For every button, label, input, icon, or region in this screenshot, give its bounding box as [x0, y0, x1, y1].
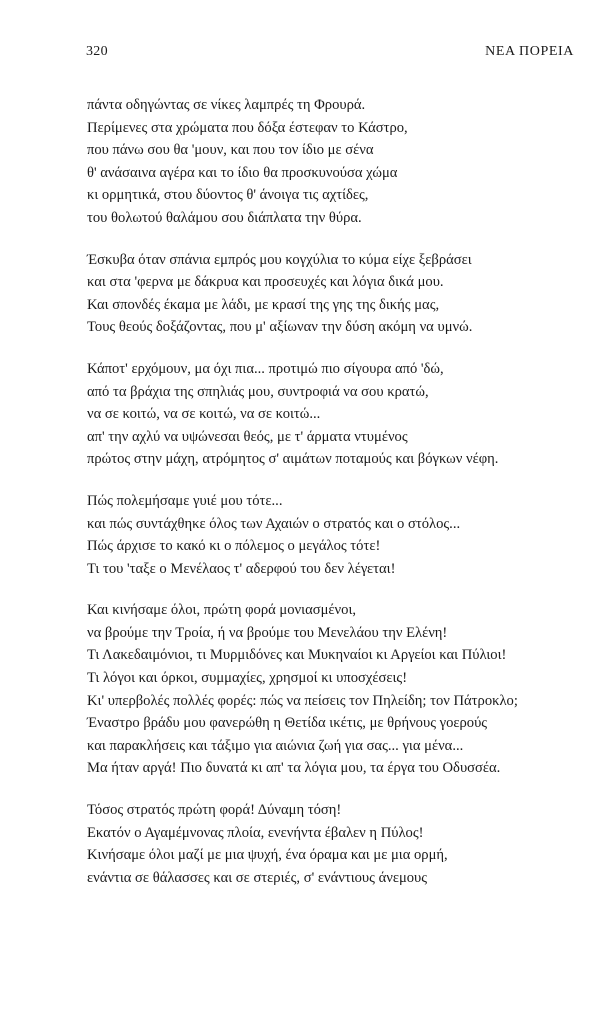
poem-line: Τι Λακεδαιμόνιοι, τι Μυρμιδόνες και Μυκηναίοι κι Αργείοι και Πύλιοι!: [87, 647, 507, 664]
stanza-2: [87, 249, 592, 339]
poem-line: πάντα οδηγώντας σε νίκες λαμπρές τη Φρουρά.: [87, 97, 366, 113]
poem-line: του θολωτού θαλάμου σου διάπλατα την θύρα.: [87, 209, 362, 226]
poem-line: Πώς άρχισε το κακό κι ο πόλεμος ο μεγάλος τότε!: [87, 538, 381, 555]
stanza-4: [87, 490, 592, 580]
poem-line: θ' ανάσαινα αγέρα και το ίδιο θα προσκυνούσα χώμα: [87, 164, 398, 181]
poem-line: από τα βράχια της σπηλιάς μου, συντροφιά να σου κρατώ,: [87, 383, 429, 400]
poem-line: ενάντια σε θάλασσες και σε στεριές, σ' ενάντιους άνεμους: [87, 869, 428, 886]
stanza-5: [87, 599, 592, 780]
poem-line: Έσκυβα όταν σπάνια εμπρός μου κογχύλια το κύμα είχε ξεβράσει: [87, 251, 472, 268]
poem-line: και πώς συντάχθηκε όλος των Αχαιών ο στρατός και ο στόλος...: [87, 515, 461, 532]
poem-line: Τους θεούς δοξάζοντας, που μ' αξίωναν την δύση ακόμη να υμνώ.: [87, 319, 473, 336]
poem-line: να σε κοιτώ, να σε κοιτώ, να σε κοιτώ...: [87, 406, 321, 423]
poem-line: Έναστρο βράδυ μου φανερώθη η Θετίδα ικέτις, με θρήνους γοερούς: [87, 715, 488, 732]
poem-line: και παρακλήσεις και τάξιμο για αιώνια ζωή για σας... για μένα...: [87, 737, 464, 754]
poem-line: απ' την αχλύ να υψώνεσαι θεός, με τ' άρματα ντυμένος: [87, 428, 408, 445]
poem-line: Πώς πολεμήσαμε γυιέ μου τότε...: [87, 492, 283, 509]
poem-line: Και κινήσαμε όλοι, πρώτη φορά μονιασμένοι,: [87, 602, 357, 619]
poem-text: [87, 94, 592, 908]
poem-line: Κάποτ' ερχόμουν, μα όχι πια... προτιμώ πιο σίγουρα από 'δώ,: [87, 360, 444, 377]
poem-line: Κι' υπερβολές πολλές φορές: πώς να πείσεις τον Πηλείδη; τον Πάτροκλο;: [87, 692, 518, 709]
stanza-6: [87, 799, 592, 889]
poem-line: Τόσος στρατός πρώτη φορά! Δύναμη τόση!: [87, 802, 342, 819]
poem-line: πρώτος στην μάχη, ατρόμητος σ' αιμάτων ποταμούς και βόγκων νέφη.: [87, 451, 499, 468]
poem-line: Εκατόν ο Αγαμέμνονας πλοία, ενενήντα έβαλεν η Πύλος!: [87, 824, 424, 841]
running-head: ΝΕΑ ΠΟΡΕΙΑ: [485, 44, 574, 59]
poem-line: Κινήσαμε όλοι μαζί με μια ψυχή, ένα όραμα και με μια ορμή,: [87, 847, 448, 864]
poem-line: Τι του 'ταξε ο Μενέλαος τ' αδερφού του δεν λέγεται!: [87, 560, 396, 577]
poem-line: και στα 'φερνα με δάκρυα και προσευχές και λόγια δικά μου.: [87, 274, 444, 291]
page-number: 320: [86, 44, 108, 59]
stanza-3: [87, 358, 592, 471]
poem-line: να βρούμε την Τροία, ή να βρούμε του Μενελάου την Ελένη!: [87, 624, 448, 641]
poem-line: κι ορμητικά, στου δύοντος θ' άνοιγα τις αχτίδες,: [87, 187, 369, 204]
poem-line: Και σπονδές έκαμα με λάδι, με κρασί της γης της δικής μας,: [87, 296, 440, 313]
poem-line: Τι λόγοι και όρκοι, συμμαχίες, χρησμοί κι υποσχέσεις!: [87, 670, 408, 687]
stanza-1: [87, 94, 592, 230]
poem-line: Περίμενες στα χρώματα που δόξα έστεφαν το Κάστρο,: [87, 119, 408, 136]
poem-line: που πάνω σου θα 'μουν, και που τον ίδιο με σένα: [87, 142, 374, 159]
poem-line: Μα ήταν αργά! Πιο δυνατά κι απ' τα λόγια μου, τα έργα του Οδυσσέα.: [87, 760, 501, 777]
